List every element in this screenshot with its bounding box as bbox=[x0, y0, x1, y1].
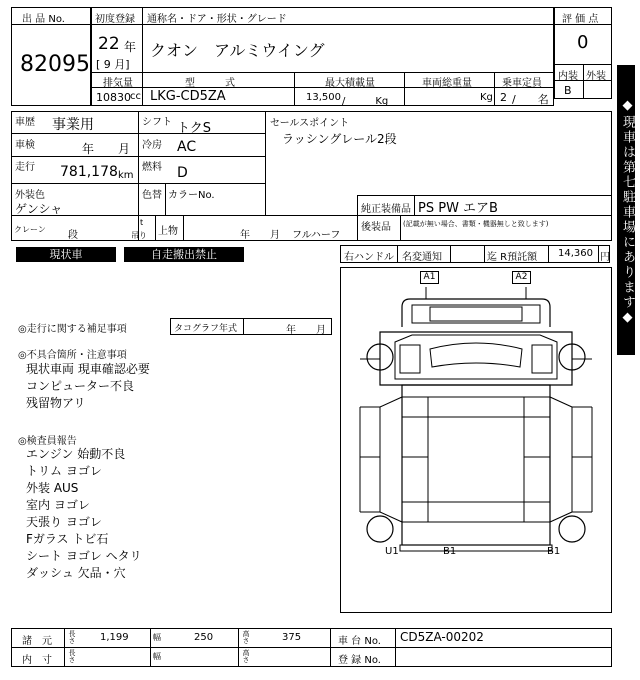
sales-point-value: ラッシングレール2段 bbox=[282, 132, 397, 146]
model-name-label: 通称名・ドア・形状・グレード bbox=[147, 14, 287, 25]
ac-label: 冷房 bbox=[142, 140, 162, 151]
upper-date: 年 月 bbox=[240, 230, 280, 241]
displacement-label: 排気量 bbox=[103, 78, 133, 89]
defects-label: ◎不具合箇所・注意事項 bbox=[18, 350, 127, 361]
height-label: 高さ bbox=[242, 630, 250, 644]
self-drive-badge: 自走搬出禁止 bbox=[124, 247, 244, 262]
capacity-unit: / 名 bbox=[512, 93, 549, 106]
inner-length-label: 長さ bbox=[68, 649, 76, 663]
recycle-unit: 円 bbox=[600, 252, 610, 263]
mileage-unit: km bbox=[118, 170, 134, 181]
inspector-label: ◎検査員報告 bbox=[18, 436, 77, 447]
inspector-item: 外装 AUS bbox=[26, 481, 79, 495]
inspection-label: 車検 bbox=[15, 140, 35, 151]
truck-diagram bbox=[340, 267, 612, 613]
load-unit: / Kg bbox=[342, 96, 389, 107]
current-car-badge: 現状車 bbox=[16, 247, 116, 262]
tachograph-label: タコグラフ年式 bbox=[174, 324, 238, 334]
upper-value: フルハーフ bbox=[292, 230, 341, 241]
history-label: 車歴 bbox=[15, 117, 35, 128]
height-value: 375 bbox=[282, 632, 302, 643]
gross-weight-unit: Kg bbox=[480, 92, 493, 103]
length-value: 1,199 bbox=[100, 632, 129, 643]
inner-dims-label: 内 寸 bbox=[22, 655, 52, 666]
inner-height-label: 高さ bbox=[242, 649, 250, 663]
name-change-label: 名変通知 bbox=[402, 252, 442, 263]
defect-item: 現状車両 現車確認必要 bbox=[26, 362, 150, 376]
load-label: 最大積載量 bbox=[325, 78, 375, 89]
crane-ton: t bbox=[140, 218, 144, 227]
exterior-grade-label: 外装 bbox=[586, 71, 606, 82]
width-value: 250 bbox=[194, 632, 214, 643]
equipment-value: PS PW エアB bbox=[418, 201, 498, 216]
upper-label: 上物 bbox=[158, 226, 178, 237]
displacement-unit: cc bbox=[130, 91, 141, 102]
model-code: LKG-CD5ZA bbox=[150, 89, 226, 104]
model-name: クオン アルミウイング bbox=[150, 41, 325, 60]
lot-number: 82095 bbox=[20, 52, 90, 77]
interior-grade-label: 内装 bbox=[558, 71, 578, 82]
shift-label: シフト bbox=[142, 117, 172, 128]
fuel-label: 燃料 bbox=[142, 162, 162, 173]
score-value: 0 bbox=[577, 32, 589, 53]
interior-grade: B bbox=[564, 84, 572, 97]
width-label: 幅 bbox=[153, 633, 161, 642]
retrofit-label: 後装品 bbox=[361, 222, 391, 233]
inspector-item: エンジン 始動不良 bbox=[26, 447, 126, 461]
inspector-item: シート ヨゴレ ヘタリ bbox=[26, 549, 142, 563]
mark-a2: A2 bbox=[512, 271, 531, 284]
driving-notes-label: ◎走行に関する補足事項 bbox=[18, 324, 127, 335]
handle-value: 右ハンドル bbox=[344, 252, 394, 263]
mileage-value: 781,178 bbox=[60, 164, 118, 180]
inspection-value: 年 月 bbox=[82, 142, 131, 156]
chassis-label: 車 台 No. bbox=[338, 636, 381, 647]
registration-label: 登 録 No. bbox=[338, 655, 381, 666]
crane-stage: 段 bbox=[68, 230, 78, 241]
first-reg-year-unit: 年 bbox=[124, 40, 137, 54]
recycle-value: 14,360 bbox=[558, 248, 593, 259]
score-label: 評 価 点 bbox=[562, 14, 599, 25]
equipment-label: 純正装備品 bbox=[361, 204, 411, 215]
mark-b1-right: B1 bbox=[547, 546, 561, 557]
gross-weight-label: 車両総重量 bbox=[422, 78, 472, 89]
dims-label: 諸 元 bbox=[22, 636, 52, 647]
inspector-item: Fガラス トビ石 bbox=[26, 532, 109, 546]
length-label: 長さ bbox=[68, 630, 76, 644]
fuel-value: D bbox=[177, 165, 188, 181]
load-value: 13,500 bbox=[306, 92, 341, 103]
capacity-label: 乗車定員 bbox=[502, 78, 542, 89]
retrofit-note: (記載が無い場合、書類・機器無しと致します) bbox=[403, 220, 549, 228]
first-reg-month: [ 9 月] bbox=[96, 58, 130, 71]
color-no-label: カラーNo. bbox=[168, 190, 215, 201]
crane-label: クレーン bbox=[14, 225, 46, 234]
shift-value: トクS bbox=[177, 121, 211, 136]
color-value: ゲンシャ bbox=[15, 202, 63, 216]
inspector-item: トリム ヨゴレ bbox=[26, 464, 102, 478]
mileage-label: 走行 bbox=[15, 162, 35, 173]
inspector-item: ダッシュ 欠品・穴 bbox=[26, 566, 126, 580]
tachograph-value: 年 月 bbox=[286, 325, 326, 336]
defect-item: 残留物アリ bbox=[26, 396, 86, 410]
recycle-label: 迄 R預託額 bbox=[487, 252, 538, 263]
mark-u1: U1 bbox=[385, 546, 399, 557]
mark-a1: A1 bbox=[420, 271, 439, 284]
inspector-item: 天張り ヨゴレ bbox=[26, 515, 102, 529]
inspector-item: 室内 ヨゴレ bbox=[26, 498, 90, 512]
defect-item: コンピューター不良 bbox=[26, 379, 135, 393]
displacement-value: 10830 bbox=[96, 91, 131, 104]
inspector-list bbox=[26, 446, 142, 582]
chassis-value: CD5ZA-00202 bbox=[400, 630, 484, 644]
sales-point-label: セールスポイント bbox=[270, 118, 350, 129]
lot-label: 出 品 No. bbox=[22, 14, 65, 25]
defect-list bbox=[26, 361, 150, 412]
first-reg-label: 初度登録 bbox=[95, 14, 135, 25]
capacity-value: 2 bbox=[500, 91, 507, 104]
color-change-label: 色替 bbox=[142, 190, 162, 201]
history-value: 事業用 bbox=[52, 117, 94, 133]
crane-hang: 吊り bbox=[131, 231, 147, 240]
color-label: 外装色 bbox=[15, 190, 45, 201]
inner-width-label: 幅 bbox=[153, 652, 161, 661]
ac-value: AC bbox=[177, 139, 197, 155]
model-code-label: 型 式 bbox=[185, 78, 235, 89]
side-notice: ◆現車は第七駐車場にあります◆ bbox=[617, 65, 635, 355]
first-reg-year: 22 bbox=[98, 34, 120, 54]
mark-b1-left: B1 bbox=[443, 546, 457, 557]
